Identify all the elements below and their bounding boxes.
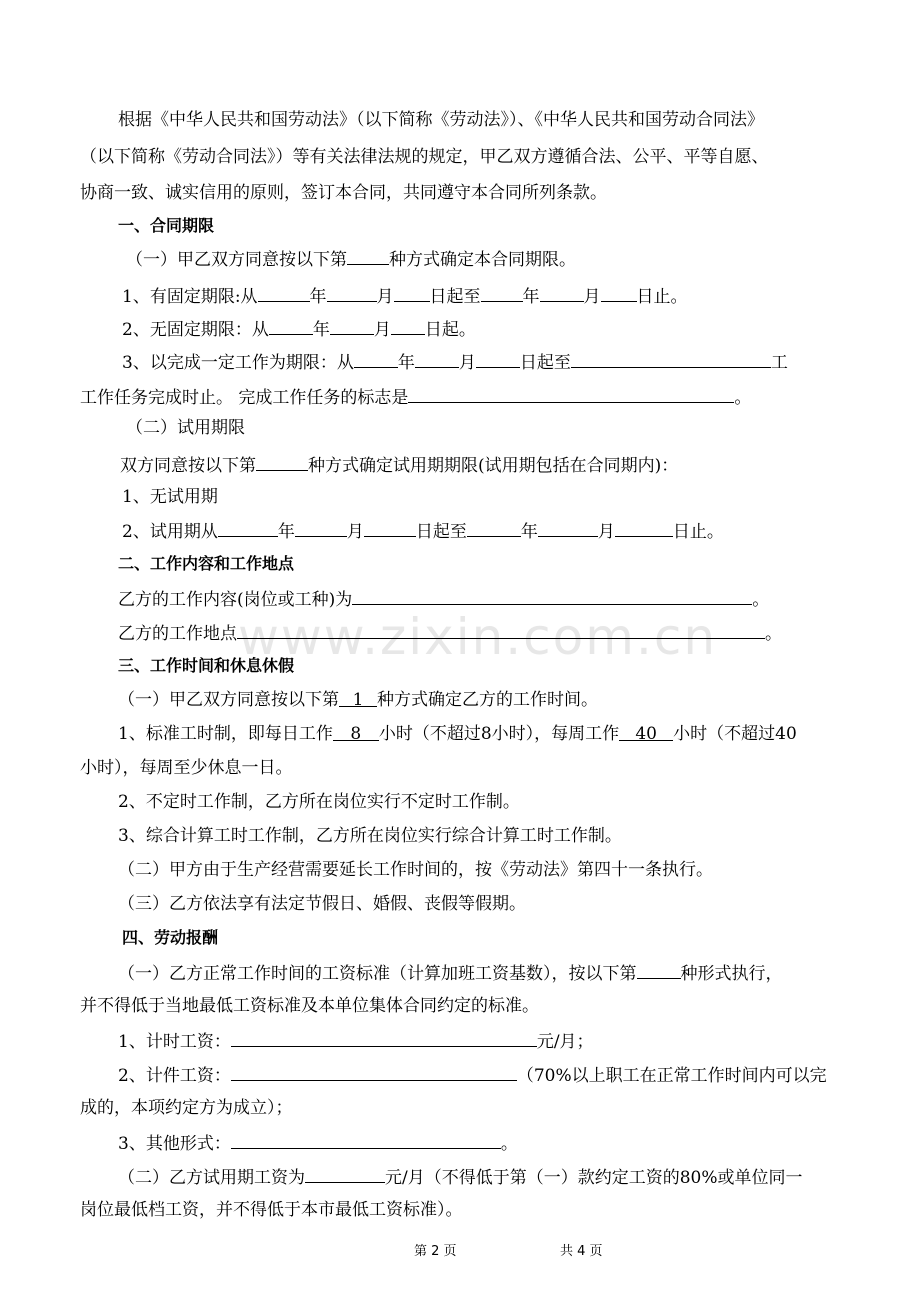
s3-item-2: 2、不定时工作制，乙方所在岗位实行不定时工作制。 bbox=[118, 792, 520, 812]
blank bbox=[467, 518, 521, 537]
blank bbox=[231, 1130, 501, 1149]
text: 年 bbox=[277, 522, 295, 542]
text: 种形式执行， bbox=[680, 964, 783, 984]
blank bbox=[352, 586, 752, 605]
blank bbox=[408, 384, 734, 403]
blank bbox=[637, 960, 681, 979]
text: 种方式确定本合同期限。 bbox=[389, 250, 576, 270]
blank bbox=[354, 349, 398, 368]
page-number: 第 2 页 bbox=[414, 1244, 457, 1259]
s3-item-1-line-2: 小时），每周至少休息一日。 bbox=[80, 758, 293, 778]
text: 2、试用期从 bbox=[122, 522, 218, 542]
s4-p2-line-2: 岗位最低档工资，并不得低于本市最低工资标准）。 bbox=[80, 1200, 463, 1220]
text: 小时（不超过8小时），每周工作 bbox=[378, 724, 620, 744]
text: 。 bbox=[734, 388, 752, 408]
s1-p2-text bbox=[120, 452, 678, 476]
text: 。 bbox=[765, 624, 782, 644]
s4-item-3 bbox=[118, 1130, 518, 1154]
blank bbox=[394, 283, 430, 302]
blank bbox=[231, 1062, 517, 1081]
text: 工 bbox=[770, 353, 788, 373]
intro-line-1: 根据《中华人民共和国劳动法》（以下简称《劳动法》）、《中华人民共和国劳动合同法》 bbox=[118, 110, 764, 130]
blank-filled: 8 bbox=[333, 722, 379, 741]
blank bbox=[615, 518, 673, 537]
blank bbox=[330, 316, 374, 335]
blank bbox=[538, 518, 598, 537]
s3-p2: （二）甲方由于生产经营需要延长工作时间的，按《劳动法》第四十一条执行。 bbox=[118, 860, 713, 880]
blank-filled: 1 bbox=[339, 688, 377, 707]
text: 元/月（不得低于第（一）款约定工资的80%或单位同一 bbox=[385, 1168, 803, 1188]
text: 年 bbox=[397, 353, 415, 373]
blank bbox=[258, 283, 310, 302]
s4-item-2 bbox=[118, 1062, 827, 1086]
text: （70%以上职工在正常工作时间内可以完 bbox=[516, 1066, 827, 1086]
text: 1、计时工资： bbox=[118, 1032, 231, 1052]
intro-line-2: （以下简称《劳动合同法》）等有关法律法规的规定，甲乙双方遵循合法、公平、平等自愿、 bbox=[80, 147, 769, 167]
text: 月 bbox=[346, 522, 364, 542]
text: 种方式确定乙方的工作时间。 bbox=[377, 690, 598, 710]
section-4-title: 四、劳动报酬 bbox=[122, 928, 219, 947]
text: 年 bbox=[522, 287, 540, 307]
blank bbox=[256, 452, 308, 471]
s3-p1 bbox=[118, 688, 598, 712]
blank bbox=[218, 518, 278, 537]
text: 年 bbox=[312, 320, 330, 340]
s3-item-3: 3、综合计算工时工作制，乙方所在岗位实行综合计算工时工作制。 bbox=[118, 826, 622, 846]
blank bbox=[237, 620, 765, 639]
text: 年 bbox=[520, 522, 538, 542]
s2-work-place bbox=[118, 620, 782, 644]
text: （一）甲乙双方同意按以下第 bbox=[126, 250, 347, 270]
text: 日起。 bbox=[424, 320, 476, 340]
text: 月 bbox=[376, 287, 394, 307]
text: 3、其他形式： bbox=[118, 1134, 231, 1154]
s1-p2: （二）试用期限 bbox=[126, 418, 245, 438]
text: 月 bbox=[583, 287, 601, 307]
text: 。 bbox=[752, 590, 770, 610]
text: 月 bbox=[458, 353, 476, 373]
s1-item-1 bbox=[122, 283, 688, 307]
text: 月 bbox=[373, 320, 391, 340]
page-total: 共 4 页 bbox=[560, 1244, 603, 1259]
s3-item-1 bbox=[118, 722, 797, 746]
s3-p3: （三）乙方依法享有法定节假日、婚假、丧假等假期。 bbox=[118, 894, 526, 914]
blank bbox=[476, 349, 520, 368]
text: 种方式确定试用期期限(试用期包括在合同期内)： bbox=[308, 456, 679, 476]
text: 1、有固定期限:从 bbox=[122, 287, 258, 307]
text: 双方同意按以下第 bbox=[120, 456, 256, 476]
s4-item-1 bbox=[118, 1028, 594, 1052]
text: 日止。 bbox=[636, 287, 688, 307]
text: 3、以完成一定工作为期限：从 bbox=[122, 353, 354, 373]
blank bbox=[540, 283, 584, 302]
text: 日起至 bbox=[415, 522, 467, 542]
s1-item-3-line-2 bbox=[80, 384, 751, 408]
text: 小时（不超过40 bbox=[673, 724, 797, 744]
s1-trial-1: 1、无试用期 bbox=[122, 487, 218, 507]
text: 2、无固定期限：从 bbox=[122, 320, 269, 340]
text: 1、标准工时制，即每日工作 bbox=[118, 724, 333, 744]
text: 年 bbox=[309, 287, 327, 307]
text: 日止。 bbox=[672, 522, 724, 542]
blank bbox=[295, 518, 347, 537]
text: 日起至 bbox=[429, 287, 481, 307]
blank bbox=[364, 518, 416, 537]
blank bbox=[391, 316, 425, 335]
s4-p2 bbox=[118, 1164, 803, 1188]
section-3-title: 三、工作时间和休息休假 bbox=[118, 656, 295, 675]
s1-item-2 bbox=[122, 316, 476, 340]
s1-p1 bbox=[126, 246, 576, 270]
section-1-title: 一、合同期限 bbox=[118, 216, 215, 235]
blank bbox=[305, 1164, 385, 1183]
s2-work-content bbox=[118, 586, 769, 610]
text: 乙方的工作内容(岗位或工种)为 bbox=[118, 590, 353, 610]
blank bbox=[327, 283, 377, 302]
blank bbox=[481, 283, 523, 302]
blank bbox=[601, 283, 637, 302]
blank bbox=[347, 246, 389, 265]
text: （二）乙方试用期工资为 bbox=[118, 1168, 305, 1188]
blank bbox=[231, 1028, 537, 1047]
text: 工作任务完成时止。 完成工作任务的标志是 bbox=[80, 388, 409, 408]
blank bbox=[269, 316, 313, 335]
blank bbox=[571, 349, 771, 368]
blank bbox=[415, 349, 459, 368]
section-2-title: 二、工作内容和工作地点 bbox=[118, 554, 295, 573]
s1-item-3 bbox=[122, 349, 788, 373]
text: 乙方的工作地点 bbox=[118, 624, 237, 644]
text: （一）甲乙双方同意按以下第 bbox=[118, 690, 339, 710]
s4-p1-line-2: 并不得低于当地最低工资标准及本单位集体合同约定的标准。 bbox=[80, 996, 539, 1016]
s4-p1 bbox=[118, 960, 783, 984]
text: 月 bbox=[597, 522, 615, 542]
text: 元/月； bbox=[536, 1032, 594, 1052]
text: 。 bbox=[500, 1134, 518, 1154]
blank-filled: 40 bbox=[619, 722, 673, 741]
s1-trial-2 bbox=[122, 518, 724, 542]
text: （一）乙方正常工作时间的工资标准（计算加班工资基数），按以下第 bbox=[118, 964, 637, 984]
watermark: www.zixin.com.cn bbox=[238, 608, 718, 666]
s4-item-2-line-2: 成的，本项约定方为成立）； bbox=[80, 1098, 293, 1118]
text: 日起至 bbox=[519, 353, 571, 373]
text: 2、计件工资： bbox=[118, 1066, 231, 1086]
intro-line-3: 协商一致、诚实信用的原则，签订本合同，共同遵守本合同所列条款。 bbox=[80, 183, 607, 203]
